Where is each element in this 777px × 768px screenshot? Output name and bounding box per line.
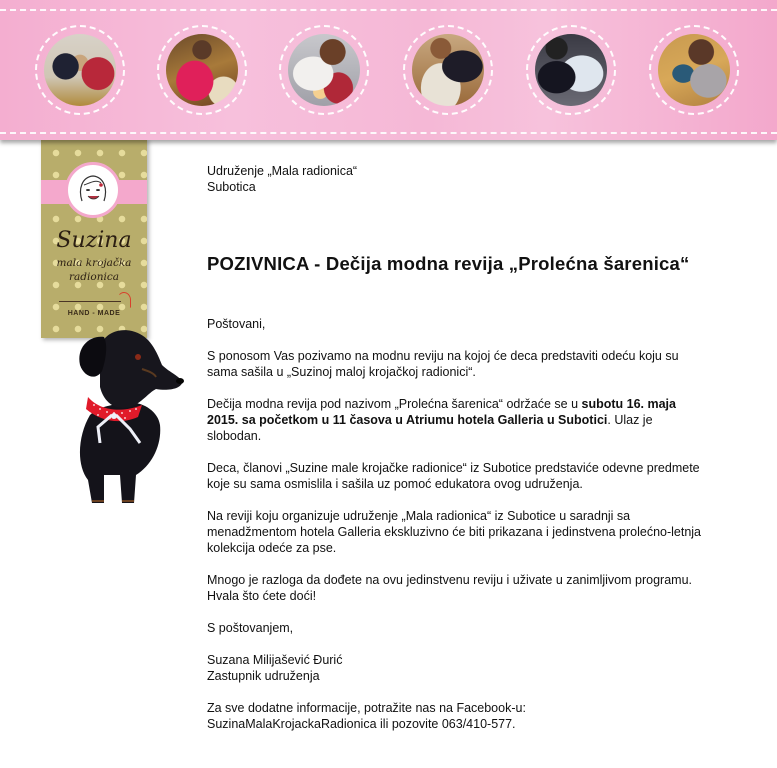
photo-banner xyxy=(0,0,777,140)
handmade-label: HAND - MADE xyxy=(67,310,121,317)
paragraph-dog-collection: Na reviji koju organizuje udruženje „Mala radionica“ iz Subotice u saradnji sa menadžmentom hotela Galleria ekskluzivno će biti prikazana i jedinstvena prolećno-letnja kolekcija odeće za pse. xyxy=(207,509,702,555)
photo-girl-at-sewing-machine xyxy=(288,34,360,106)
event-details-pre: Dečija modna revija pod nazivom „Prolećna šarenica“ održaće se u xyxy=(207,397,582,411)
invitation-title: POZIVNICA - Dečija modna revija „Prolećna šarenica“ xyxy=(207,253,690,274)
event-details-post: . Ulaz je slobodan. xyxy=(207,413,653,443)
contact-line-2: SuzinaMalaKrojackaRadionica ili pozovite 063/410-577. xyxy=(207,717,516,731)
photo-girl-sewing-on-floor xyxy=(658,34,730,106)
signer-role: Zastupnik udruženja xyxy=(207,669,320,683)
brand-subtitle-line2: radionica xyxy=(69,271,119,283)
photo-girl-cutting-fabric xyxy=(166,34,238,106)
invitation-letter xyxy=(207,163,707,732)
org-city: Subotica xyxy=(207,180,256,194)
org-name: Udruženje „Mala radionica“ xyxy=(207,164,358,178)
photo-child-cutting-pattern xyxy=(535,34,607,106)
paragraph-reasons: Mnogo je razloga da dođete na ovu jedinstvenu reviju i uživate u zanimljivom programu. xyxy=(207,573,692,587)
brand-name: Suzina xyxy=(56,228,132,253)
thanks-line: Hvala što ćete doći! xyxy=(207,589,317,603)
photo-frame-1 xyxy=(35,25,125,115)
greeting: Poštovani, xyxy=(207,317,266,331)
closing: S poštovanjem, xyxy=(207,621,294,635)
photo-frame-2 xyxy=(157,25,247,115)
thread-icon xyxy=(117,292,131,308)
stitch-line-top xyxy=(0,9,777,11)
photo-fitting-session xyxy=(44,34,116,106)
dachshund-illustration xyxy=(70,325,190,510)
photo-frame-5 xyxy=(526,25,616,115)
photo-frame-4 xyxy=(403,25,493,115)
brand-tag-logo xyxy=(41,138,147,338)
photo-frame-6 xyxy=(649,25,739,115)
signer-name: Suzana Milijašević Đurić xyxy=(207,653,343,667)
brand-subtitle-line1: mala krojačka xyxy=(56,257,132,269)
contact-line-1: Za sve dodatne informacije, potražite nas na Facebook-u: xyxy=(207,701,526,715)
paragraph-children: Deca, članovi „Suzine male krojačke radionice“ iz Subotice predstaviće odevne predmete koje su sama osmislila i sašila uz pomoć edukatora ovog udruženja. xyxy=(207,461,700,491)
event-date-location: subotu 16. maja 2015. sa početkom u 11 časova u Atriumu hotela Galleria u Subotici xyxy=(207,397,676,427)
needle-icon xyxy=(59,301,121,302)
paragraph-event-details xyxy=(207,396,707,444)
brand-subtitle xyxy=(41,256,147,284)
stitch-line-bottom xyxy=(0,132,777,134)
girl-face-icon xyxy=(65,162,121,218)
photo-frame-3 xyxy=(279,25,369,115)
paragraph-intro: S ponosom Vas pozivamo na modnu reviju na kojoj će deca predstaviti odeću koju su sama sašila u „Suzinoj maloj krojačkoj radionici“. xyxy=(207,349,679,379)
photo-girl-measuring-fabric xyxy=(412,34,484,106)
